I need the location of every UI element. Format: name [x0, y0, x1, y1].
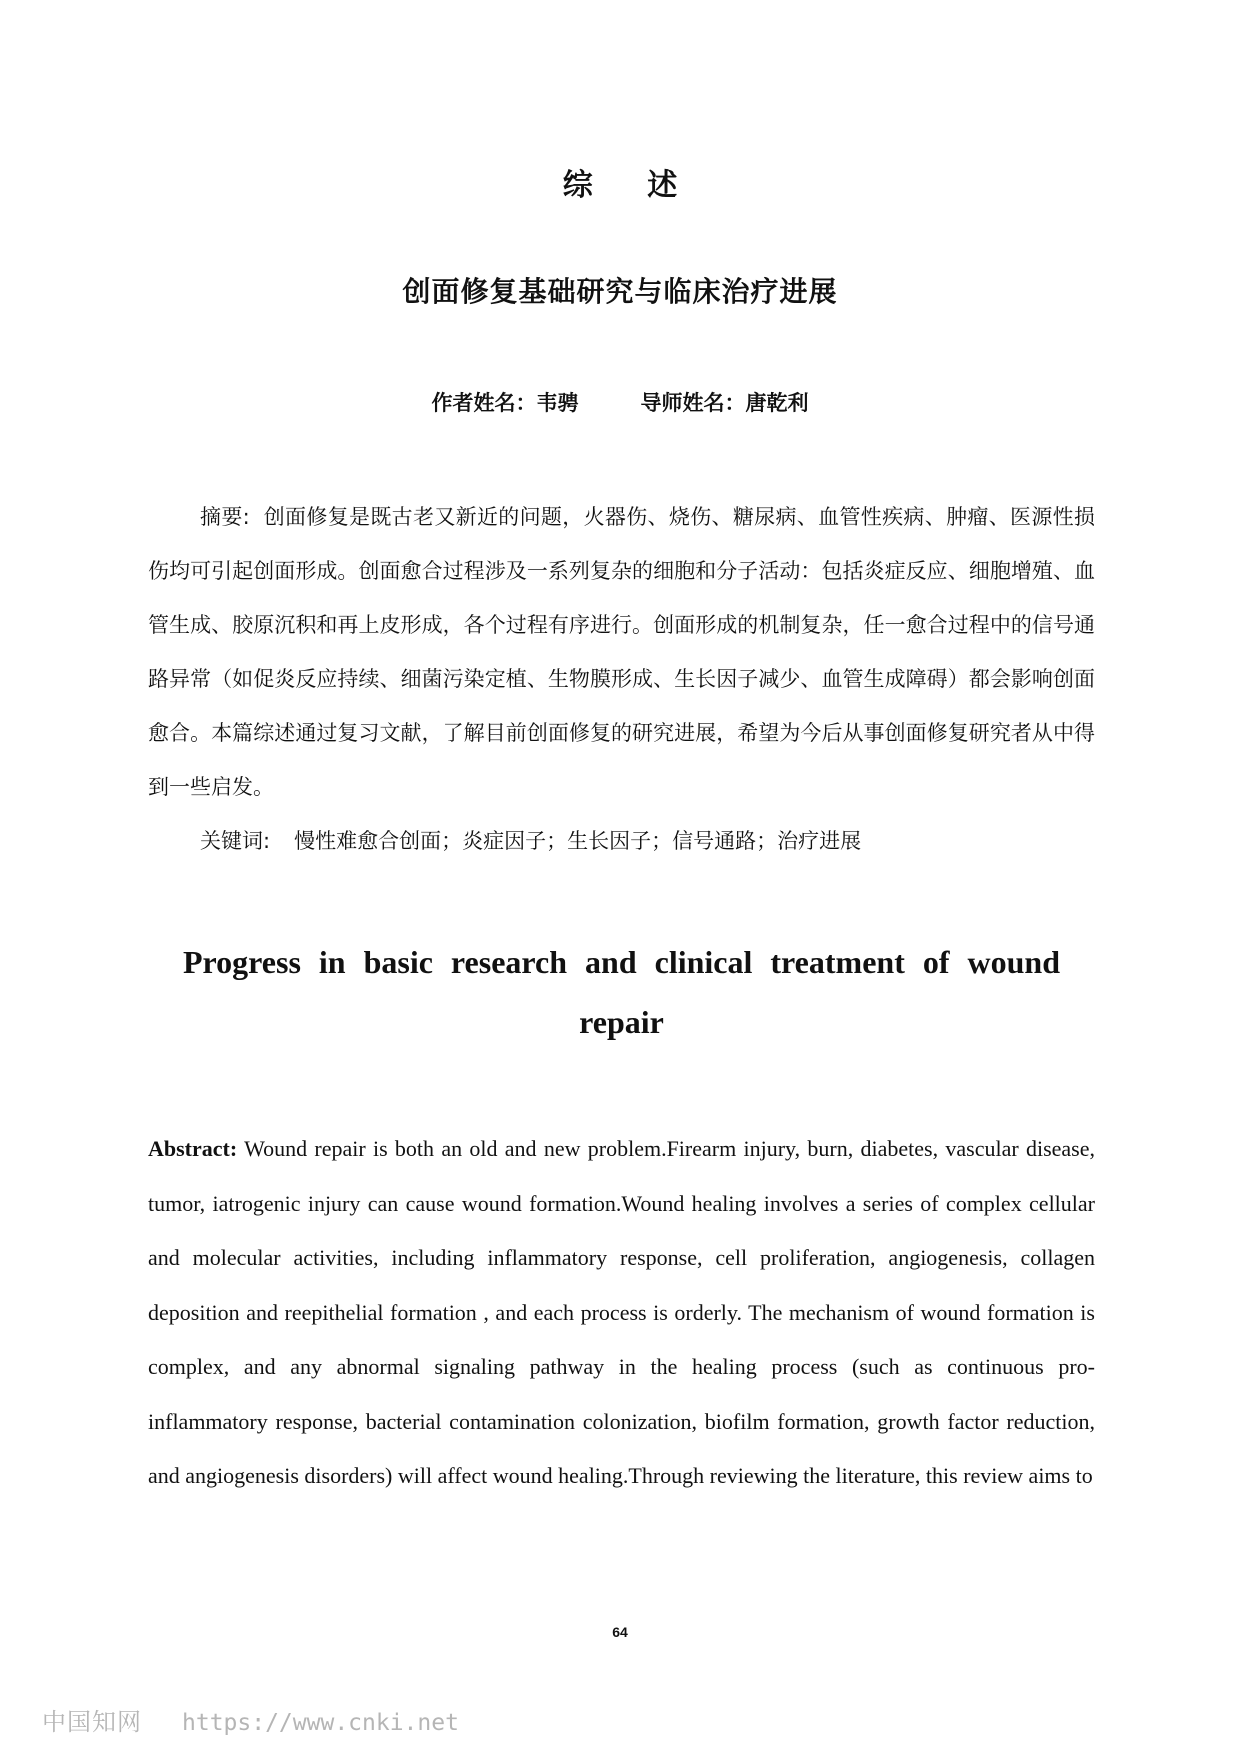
watermark [42, 1702, 459, 1737]
chinese-keywords [148, 814, 1095, 868]
author-line [0, 387, 1240, 417]
english-abstract [148, 1122, 1095, 1504]
chinese-abstract-label: 摘要: [200, 505, 250, 529]
watermark-brand: 中国知网 [42, 1708, 142, 1736]
chinese-abstract-paragraph [148, 490, 1095, 814]
advisor-name: 导师姓名：唐乾利 [640, 391, 809, 415]
watermark-url: https://www.cnki.net [182, 1710, 459, 1736]
chinese-title: 创面修复基础研究与临床治疗进展 [402, 275, 838, 308]
author-name: 作者姓名：韦骋 [431, 391, 579, 415]
chinese-keywords-label: 关键词: [200, 829, 271, 853]
english-abstract-label: Abstract: [148, 1136, 238, 1161]
english-abstract-paragraph [148, 1122, 1095, 1504]
chinese-abstract [148, 490, 1095, 868]
chinese-abstract-text: 创面修复是既古老又新近的问题，火器伤、烧伤、糖尿病、血管性疾病、肿瘤、医源性损伤均可引起创面形成。创面愈合过程涉及一系列复杂的细胞和分子活动：包括炎症反应、细胞增殖、血管生成、胶原沉积和再上皮形成，各个过程有序进行。创面形成的机制复杂，任一愈合过程中的信号通路异常（如促炎反应持续、细菌污染定植、生物膜形成、生长因子减少、血管生成障碍）都会影响创面愈合。本篇综述通过复习文献，了解目前创面修复的研究进展，希望为今后从事创面修复研究者从中得到一些启发。 [148, 505, 1096, 799]
english-title: Progress in basic research and clinical treatment of wound repair [182, 944, 1060, 1040]
english-abstract-text: Wound repair is both an old and new problem.Firearm injury, burn, diabetes, vascular disease, tumor, iatrogenic injury can cause wound formation.Wound healing involves a series of complex cellular and molecular activities, including inflammatory response, cell proliferation, angiogenesis, collagen deposition and reepithelial formation , and each process is orderly. The mechanism of wound formation is complex, and any abnormal signaling pathway in the healing process (such as continuous pro-inflammatory response, bacterial contamination colonization, biofilm formation, growth factor reduction, and angiogenesis disorders) will affect wound healing.Through reviewing the literature, this review aims to [148, 1136, 1095, 1488]
section-title: 综 述 [562, 168, 700, 203]
page-number: 64 [612, 1624, 628, 1640]
chinese-keywords-text: 慢性难愈合创面；炎症因子；生长因子；信号通路；治疗进展 [294, 829, 862, 853]
